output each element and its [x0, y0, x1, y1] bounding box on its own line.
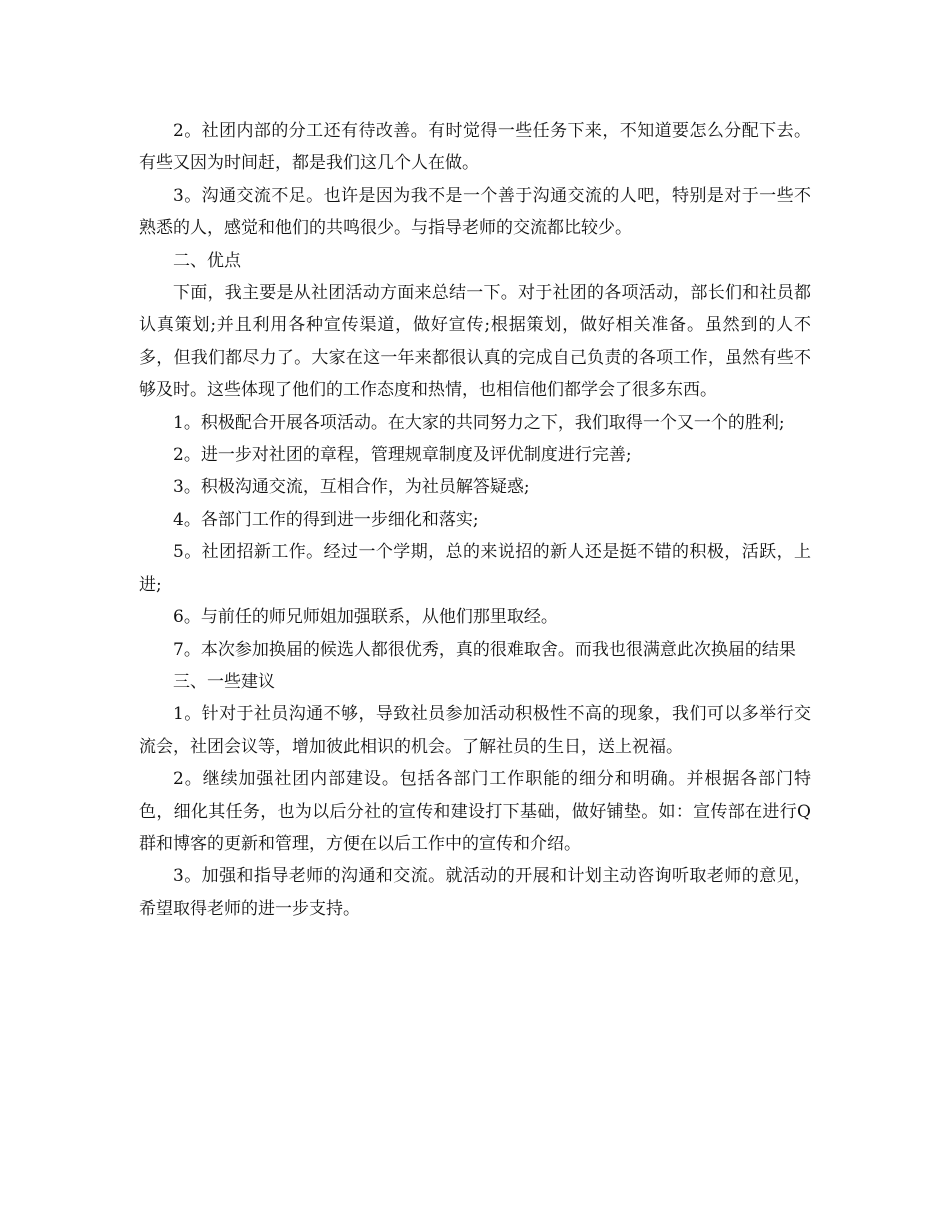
list-item: 2。进一步对社团的章程，管理规章制度及评优制度进行完善;: [173, 445, 632, 466]
paragraph: 下面，我主要是从社团活动方面来总结一下。对于社团的各项活动，部长们和社员都认真策划;并且利用各种宣传渠道，做好宣传;根据策划，做好相关准备。虽然到的人不多，但我们都尽力了。大家在这一年来都很认真的完成自己负责的各项工作，虽然有些不够及时。这些体现了他们的工作态度和热情，也相信他们都学会了很多东西。: [139, 283, 811, 401]
section-heading: 二、优点: [173, 250, 241, 271]
list-item: 1。针对于社员沟通不够，导致社员参加活动积极性不高的现象，我们可以多举行交流会，社团会议等，增加彼此相识的机会。了解社员的生日，送上祝福。: [139, 704, 811, 757]
list-item: 7。本次参加换届的候选人都很优秀，真的很难取舍。而我也很满意此次换届的结果: [173, 639, 796, 660]
list-item: 4。各部门工作的得到进一步细化和落实;: [173, 509, 479, 530]
list-item: 3。积极沟通交流，互相合作，为社员解答疑惑;: [173, 477, 530, 498]
paragraph: 3。沟通交流不足。也许是因为我不是一个善于沟通交流的人吧，特别是对于一些不熟悉的人，感觉和他们的共鸣很少。与指导老师的交流都比较少。: [139, 185, 811, 239]
list-item: 6。与前任的师兄师姐加强联系，从他们那里取经。: [173, 607, 558, 628]
list-item: 5。社团招新工作。经过一个学期，总的来说招的新人还是挺不错的积极，活跃，上进;: [139, 542, 811, 595]
section-heading: 三、一些建议: [173, 671, 275, 692]
paragraph: 2。社团内部的分工还有待改善。有时觉得一些任务下来，不知道要怎么分配下去。有些又因为时间赶，都是我们这几个人在做。: [139, 121, 811, 174]
document-body: [139, 115, 811, 925]
list-item: 3。加强和指导老师的沟通和交流。就活动的开展和计划主动咨询听取老师的意见，希望取得老师的进一步支持。: [139, 866, 811, 919]
list-item: 2。继续加强社团内部建设。包括各部门工作职能的细分和明确。并根据各部门特色，细化其任务，也为以后分社的宣传和建设打下基础，做好铺垫。如：宣传部在进行Q群和博客的更新和管理，方便在以后工作中的宣传和介绍。: [139, 769, 811, 854]
list-item: 1。积极配合开展各项活动。在大家的共同努力之下，我们取得一个又一个的胜利;: [173, 412, 785, 433]
